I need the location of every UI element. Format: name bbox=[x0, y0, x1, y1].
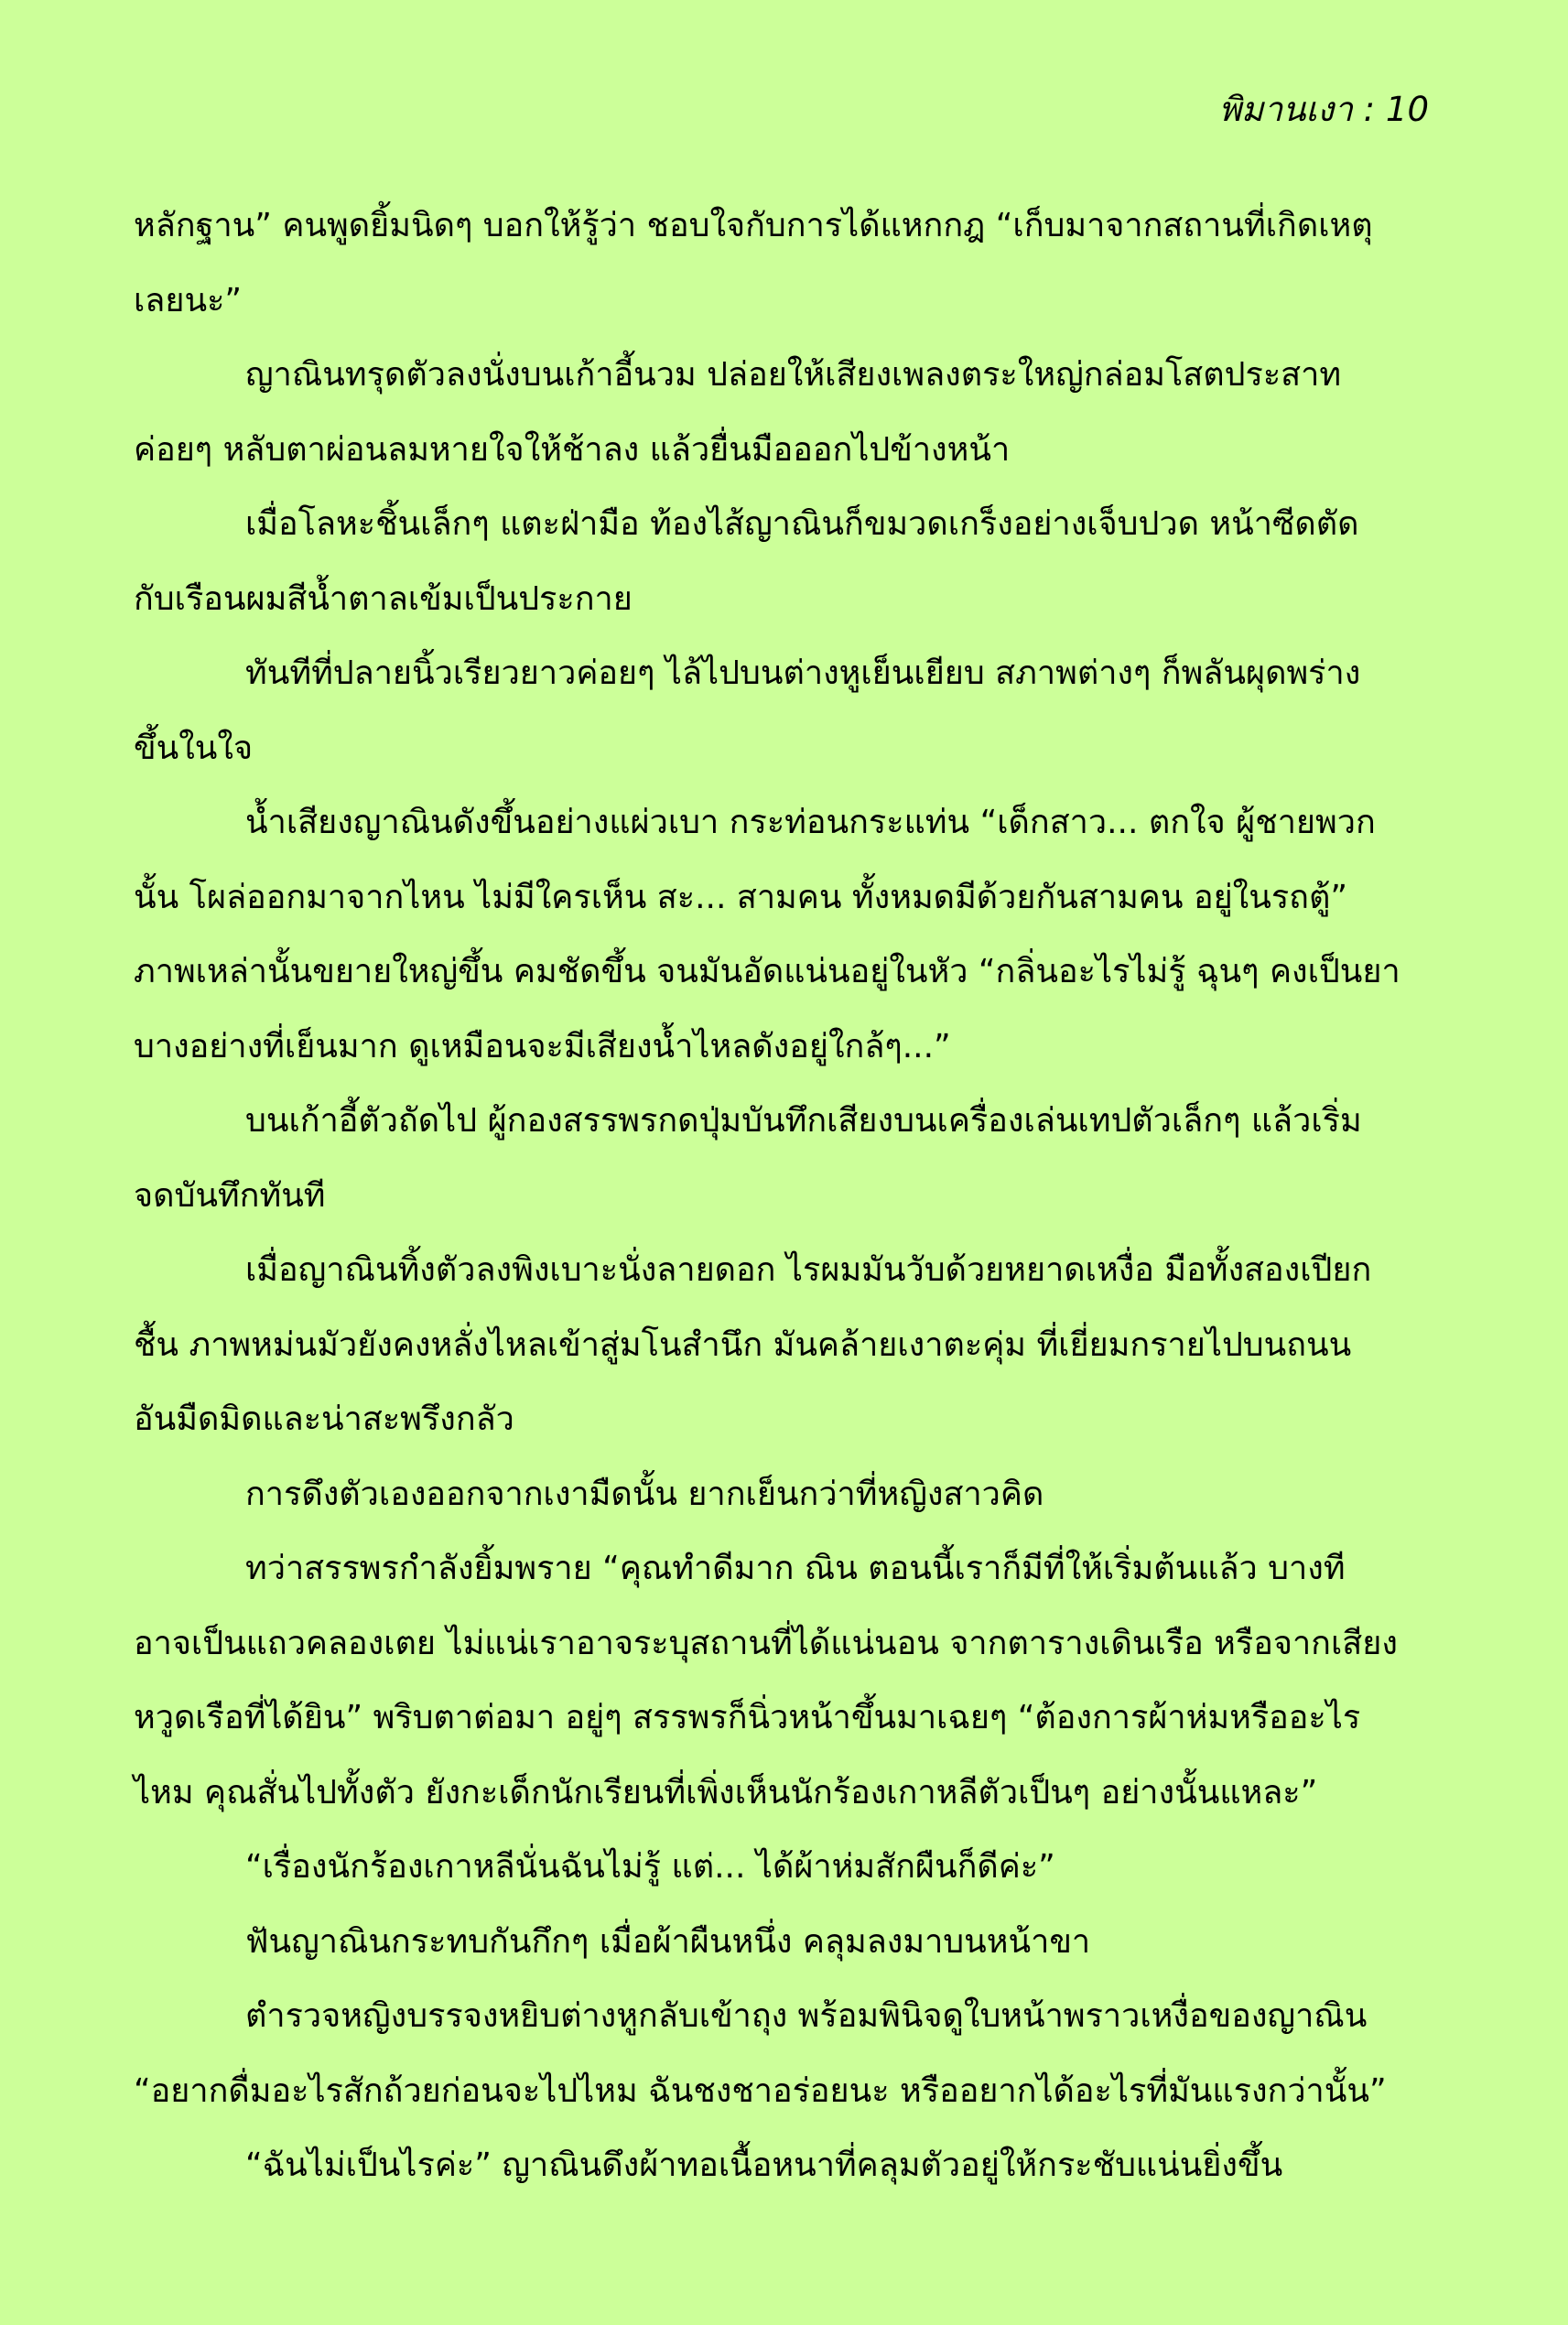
text-line: เลยนะ” bbox=[134, 281, 243, 319]
text-line: ค่อยๆ หลับตาผ่อนลมหายใจให้ช้าลง แล้วยื่นมือออกไปข้างหน้า bbox=[134, 430, 1011, 469]
text-line: นั้น โผล่ออกมาจากไหน ไม่มีใครเห็น สะ... สามคน ทั้งหมดมีด้วยกันสามคน อยู่ในรถตู้” bbox=[134, 878, 1348, 916]
body-text bbox=[134, 189, 1433, 2203]
text-line: จดบันทึกทันที bbox=[134, 1176, 326, 1215]
text-line: การดึงตัวเองออกจากเงามืดนั้น ยากเย็นกว่าที่หญิงสาวคิด bbox=[245, 1475, 1044, 1513]
text-line: เมื่อญาณินทิ้งตัวลงพิงเบาะนั่งลายดอก ไรผมมันวับด้วยหยาดเหงื่อ มือทั้งสองเปียก bbox=[245, 1251, 1372, 1289]
text-line: หลักฐาน” คนพูดยิ้มนิดๆ บอกให้รู้ว่า ชอบใจกับการได้แหกกฎ “เก็บมาจากสถานที่เกิดเหตุ bbox=[134, 207, 1373, 244]
text-line: ตำรวจหญิงบรรจงหยิบต่างหูกลับเข้าถุง พร้อมพินิจดูใบหน้าพราวเหงื่อของญาณิน bbox=[245, 1997, 1368, 2035]
text-line: ญาณินทรุดตัวลงนั่งบนเก้าอี้นวม ปล่อยให้เสียงเพลงตระใหญ่กล่อมโสตประสาท bbox=[245, 356, 1342, 394]
text-line: ฟันญาณินกระทบกันกึกๆ เมื่อผ้าผืนหนึ่ง คลุมลงมาบนหน้าขา bbox=[245, 1922, 1091, 1961]
text-line: ภาพเหล่านั้นขยายใหญ่ขึ้น คมชัดขึ้น จนมันอัดแน่นอยู่ในหัว “กลิ่นอะไรไม่รู้ ฉุนๆ คงเป็นยา bbox=[134, 953, 1400, 990]
text-line: ทันทีที่ปลายนิ้วเรียวยาวค่อยๆ ไล้ไปบนต่างหูเย็นเยียบ สภาพต่างๆ ก็พลันผุดพร่าง bbox=[245, 654, 1361, 692]
text-line: อันมืดมิดและน่าสะพรึงกลัว bbox=[134, 1400, 514, 1438]
page-number: 10 bbox=[1385, 90, 1429, 129]
text-line: ทว่าสรรพรกำลังยิ้มพราย “คุณทำดีมาก ณิน ตอนนี้เราก็มีที่ให้เริ่มต้นแล้ว บางที bbox=[245, 1550, 1346, 1587]
page-header bbox=[1219, 84, 1429, 135]
text-line: ไหม คุณสั่นไปทั้งตัว ยังกะเด็กนักเรียนที่เพิ่งเห็นนักร้องเกาหลีตัวเป็นๆ อย่างนั้นแหละ” bbox=[134, 1773, 1318, 1811]
text-line: หวูดเรือที่ได้ยิน” พริบตาต่อมา อยู่ๆ สรรพรก็นิ่วหน้าขึ้นมาเฉยๆ “ต้องการผ้าห่มหรืออะไร bbox=[134, 1699, 1361, 1736]
header-separator: : bbox=[1363, 90, 1376, 129]
text-line: อาจเป็นแถวคลองเตย ไม่แน่เราอาจระบุสถานที่ได้แน่นอน จากตารางเดินเรือ หรือจากเสียง bbox=[134, 1624, 1398, 1662]
text-line: บนเก้าอี้ตัวถัดไป ผู้กองสรรพรกดปุ่มบันทึกเสียงบนเครื่องเล่นเทปตัวเล็กๆ แล้วเริ่ม bbox=[245, 1102, 1362, 1140]
text-line: เมื่อโลหะชิ้นเล็กๆ แตะฝ่ามือ ท้องไส้ญาณินก็ขมวดเกร็งอย่างเจ็บปวด หน้าซีดตัด bbox=[245, 505, 1359, 543]
text-line: “ฉันไม่เป็นไรค่ะ” ญาณินดึงผ้าทอเนื้อหนาที่คลุมตัวอยู่ให้กระชับแน่นยิ่งขึ้น bbox=[245, 2147, 1283, 2184]
book-title: พิมานเงา bbox=[1218, 90, 1353, 129]
text-line: บางอย่างที่เย็นมาก ดูเหมือนจะมีเสียงน้ำไหลดังอยู่ใกล้ๆ...” bbox=[134, 1027, 951, 1065]
text-line: ชื้น ภาพหม่นมัวยังคงหลั่งไหลเข้าสู่มโนสำนึก มันคล้ายเงาตะคุ่ม ที่เยี่ยมกรายไปบนถนน bbox=[134, 1325, 1352, 1364]
text-line: “อยากดื่มอะไรสักถ้วยก่อนจะไปไหม ฉันชงชาอร่อยนะ หรืออยากได้อะไรที่มันแรงกว่านั้น” bbox=[134, 2071, 1387, 2110]
text-line: กับเรือนผมสีน้ำตาลเข้มเป็นประกาย bbox=[134, 579, 633, 618]
text-line: น้ำเสียงญาณินดังขึ้นอย่างแผ่วเบา กระท่อนกระแท่น “เด็กสาว... ตกใจ ผู้ชายพวก bbox=[245, 804, 1376, 841]
text-line: “เรื่องนักร้องเกาหลีนั่นฉันไม่รู้ แต่... ได้ผ้าห่มสักผืนก็ดีค่ะ” bbox=[245, 1848, 1055, 1886]
text-line: ขึ้นในใจ bbox=[134, 729, 254, 767]
